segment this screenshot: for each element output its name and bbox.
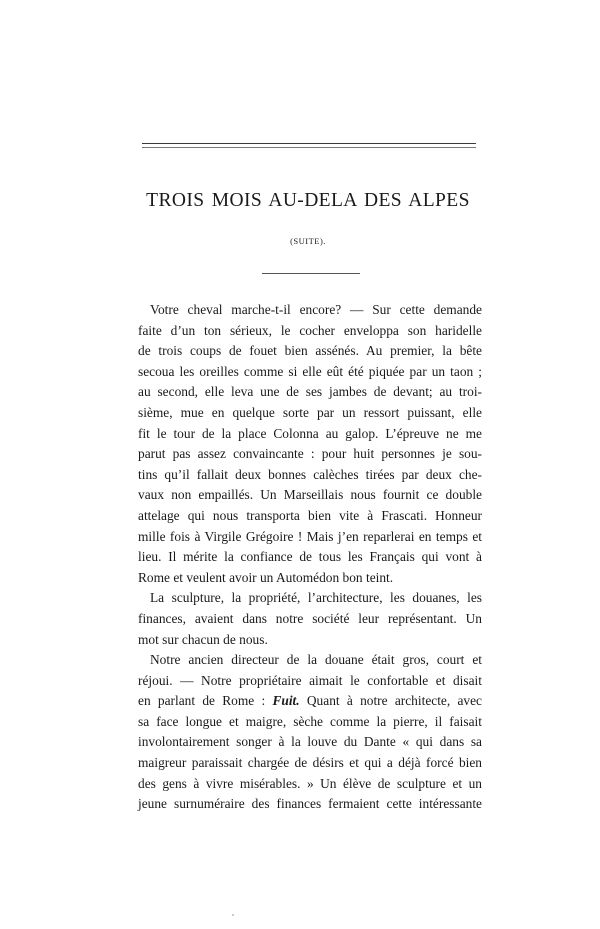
text-line: secoua les oreilles comme si elle eût été piquée par un taon ; <box>138 363 482 379</box>
body-text <box>138 300 482 815</box>
text-line: lieu. Il mérite la confiance de tous les Français qui vont à <box>138 549 482 565</box>
text-line: finances, avaient dans notre société leur représentant. Un <box>138 610 482 626</box>
text-line: parut pas assez convaincante : pour huit personnes je sou- <box>138 446 482 462</box>
text-line: de trois coups de fouet bien assénés. Au premier, la bête <box>138 343 482 359</box>
text-line: Rome et veulent avoir un Automédon bon teint. <box>138 569 394 585</box>
text-line: Notre ancien directeur de la douane était gros, court et <box>150 652 482 668</box>
text-line: en parlant de Rome : Fuit. Quant à notre architecte, avec <box>138 693 482 709</box>
text-line: fit le tour de la place Colonna au galop. L’épreuve ne me <box>138 425 482 441</box>
text-line: mille fois à Virgile Grégoire ! Mais j’en reparlerai en temps et <box>138 528 482 544</box>
ornamental-rule <box>262 273 360 274</box>
top-rule-secondary <box>142 147 476 148</box>
text-line: au second, elle leva une de ses jambes de devant; au troi- <box>138 384 482 400</box>
top-rule <box>142 143 476 144</box>
text-line: sième, mue en quelque sorte par un ressort puissant, elle <box>138 404 482 420</box>
text-line: mot sur chacun de nous. <box>138 631 268 647</box>
paper-speck <box>232 914 234 916</box>
chapter-title: TROIS MOIS AU-DELA DES ALPES <box>146 190 470 211</box>
text-line: Votre cheval marche-t-il encore? — Sur cette demande <box>150 302 482 317</box>
text-line: réjoui. — Notre propriétaire aimait le confortable et disait <box>138 672 482 688</box>
chapter-subtitle: (SUITE). <box>290 236 326 246</box>
text-line: faite d’un ton sérieux, le cocher enveloppa son haridelle <box>138 322 482 338</box>
italic-word: Fuit. <box>272 693 300 709</box>
text-line: attelage qui nous transporta bien vite à Frascati. Honneur <box>138 507 482 523</box>
text-line: sa face longue et maigre, sèche comme la pierre, il faisait <box>138 713 482 729</box>
text-line: involontairement songer à la louve du Dante « qui dans sa <box>138 734 482 750</box>
text-line: vaux non empaillés. Un Marseillais nous fournit ce double <box>138 487 482 503</box>
text-line: des gens à vivre misérables. » Un élève de sculpture et un <box>138 775 482 791</box>
text-line: tins qu’il fallait deux bonnes calèches tirées par deux che- <box>138 466 482 482</box>
text-line: maigreur paraissait chargée de désirs et qui a déjà forcé bien <box>138 755 482 771</box>
text-line: jeune surnuméraire des finances fermaient cette intéressante <box>138 796 482 812</box>
text-line: La sculpture, la propriété, l’architecture, les douanes, les <box>150 590 482 606</box>
